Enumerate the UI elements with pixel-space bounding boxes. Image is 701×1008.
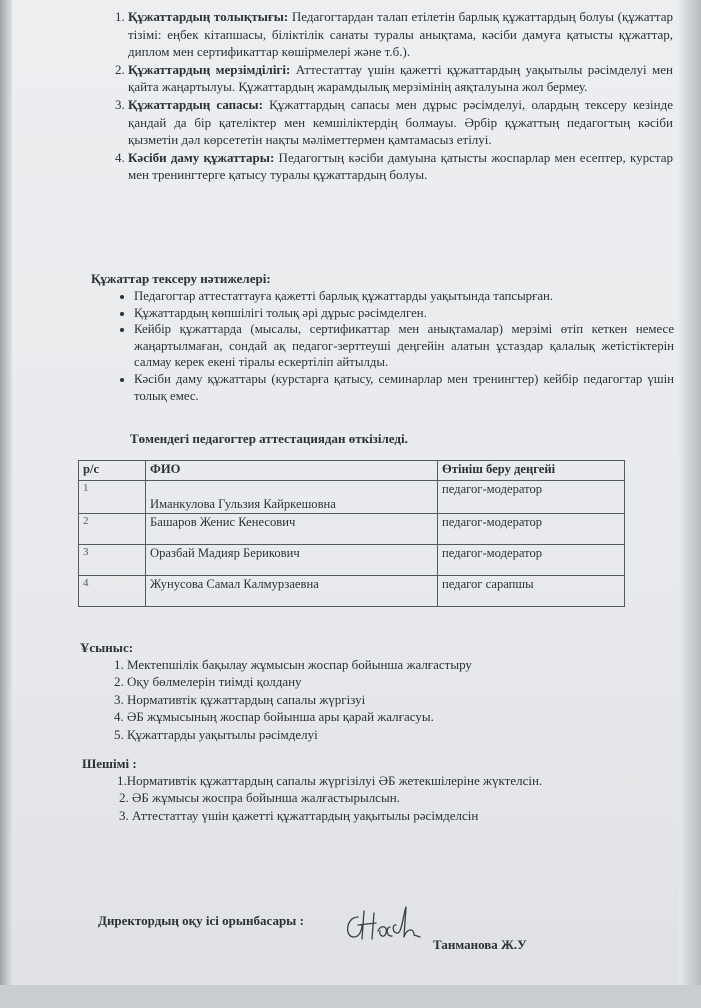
requirement-title: Кәсіби даму құжаттары: (128, 149, 275, 165)
row-level: педагог-модератор (438, 481, 625, 514)
requirement-text: Педагогтың кәсіби дамуына қатысты жоспарлар мен есептер, курстар мен тренингтерге қатысу туралы құжаттардың болуы. (128, 149, 674, 183)
header-num: р/с (79, 461, 146, 481)
recommendation-item: 1. Мектепшілік бақылау жұмысын жоспар бойынша жалғастыру (127, 656, 472, 673)
signatory-name: Танманова Ж.У (433, 937, 527, 952)
row-name: Иманкулова Гульзия Кайркешовна (146, 481, 438, 514)
table-title: Төмендегі педагогтер аттестациядан өткізіледі. (130, 431, 408, 446)
recommendations-list (90, 656, 472, 743)
row-num: 2 (79, 514, 146, 545)
row-name: Жунусова Самал Калмурзаевна (146, 576, 438, 607)
header-level: Өтініш беру деңгейі (438, 461, 625, 481)
table-row (79, 576, 625, 607)
decision-heading: Шешімі : (82, 756, 137, 771)
decision-item: 3. Аттестаттау үшін қажетті құжаттардың уақытылы рәсімделсін (119, 807, 479, 823)
table-header-row (79, 461, 625, 481)
requirement-text: Аттестаттау үшін қажетті құжаттардың уақытылы рәсімделуі мен қайта жаңартылуы. Құжаттардың жарамдылық мерзімінің аяқталуына жол бермеу. (128, 61, 673, 95)
requirement-item (128, 61, 673, 96)
requirement-item (128, 8, 673, 61)
requirement-item (128, 149, 673, 184)
table-row (79, 481, 625, 514)
page-right-shadow (679, 0, 701, 1008)
results-list (108, 288, 674, 404)
row-name: Башаров Женис Кенесович (146, 514, 438, 545)
requirement-text: Құжаттардың сапасы мен дұрыс рәсімделуі, олардың тексеру кезінде қандай да бір қателіктер мен кемшіліктердің болмауы. Әрбір құжаттың педагогтың кәсіби қызметін дәл көрсететін нақты мәліметтермен қамтамасыз етілуі. (128, 96, 674, 148)
signature-label: Директордың оқу ісі орынбасары : (98, 913, 304, 928)
attestation-table (78, 460, 625, 607)
row-level: педагог-модератор (438, 545, 625, 576)
header-name: ФИО (146, 461, 438, 481)
decision-list (117, 772, 542, 824)
recommendation-item: 5. Құжаттарды уақытылы рәсімделуі (127, 726, 472, 743)
row-level: педагог сарапшы (438, 576, 625, 607)
page-bottom-edge (0, 985, 701, 1008)
result-item: • Құжаттардың көпшілігі толық әрі дұрыс рәсімделген. (134, 305, 674, 322)
result-item: • Педагогтар аттестаттауға қажетті барлық құжаттарды уақытында тапсырған. (134, 288, 674, 305)
requirement-title: Құжаттардың мерзімділігі: (128, 61, 291, 77)
results-heading: Құжаттар тексеру нәтижелері: (91, 271, 271, 286)
result-item: • Кейбір құжаттарда (мысалы, сертификаттар мен анықтамалар) мерзімі өтіп кеткен немесе жаңартылмаған, сондай ақ педагог-зерттеуші деңгейін алатын ұстаздар қалалық жетістіктерін салмау керек екені тіралы ескертіліп айтылды. (134, 321, 674, 371)
result-item: • Кәсіби даму құжаттары (курстарға қатысу, семинарлар мен тренингтер) кейбір педагогтар үшін толық емес. (134, 371, 674, 404)
row-level: педагог-модератор (438, 514, 625, 545)
page-left-shadow (0, 0, 12, 1008)
requirement-item (128, 96, 673, 149)
row-num: 3 (79, 545, 146, 576)
row-name: Оразбай Мадияр Берикович (146, 545, 438, 576)
requirement-title: Құжаттардың толықтығы: (128, 9, 289, 24)
recommendation-item: 3. Нормативтік құжаттардың сапалы жүргізуі (127, 691, 472, 708)
recommendation-item: 4. ӘБ жұмысының жоспар бойынша ары қарай жалғасуы. (127, 708, 472, 725)
requirements-list (100, 8, 673, 184)
row-num: 1 (79, 481, 146, 514)
requirement-text: Педагогтардан талап етілетін барлық құжаттардың болуы (құжаттар тізімі: еңбек кітапшасы, біліктілік санаты туралы анықтама, кәсіби дамуға қатысты құжаттар, диплом мен сертификаттар көшірмелері және т.б.). (128, 9, 673, 60)
recommendations-heading: Ұсыныс: (80, 640, 134, 655)
row-num: 4 (79, 576, 146, 607)
handwritten-signature (340, 903, 435, 948)
requirement-title: Құжаттардың сапасы: (128, 96, 263, 112)
decision-item: 2. ӘБ жұмысы жоспра бойынша жалғастырылсын. (119, 790, 400, 806)
table-row (79, 545, 625, 576)
decision-item: 1.Нормативтік құжаттардың сапалы жүргізілуі ӘБ жетекшілеріне жүктелсін. (117, 773, 543, 788)
recommendation-item: 2. Оқу бөлмелерін тиімді қолдану (127, 673, 472, 690)
table-row (79, 514, 625, 545)
